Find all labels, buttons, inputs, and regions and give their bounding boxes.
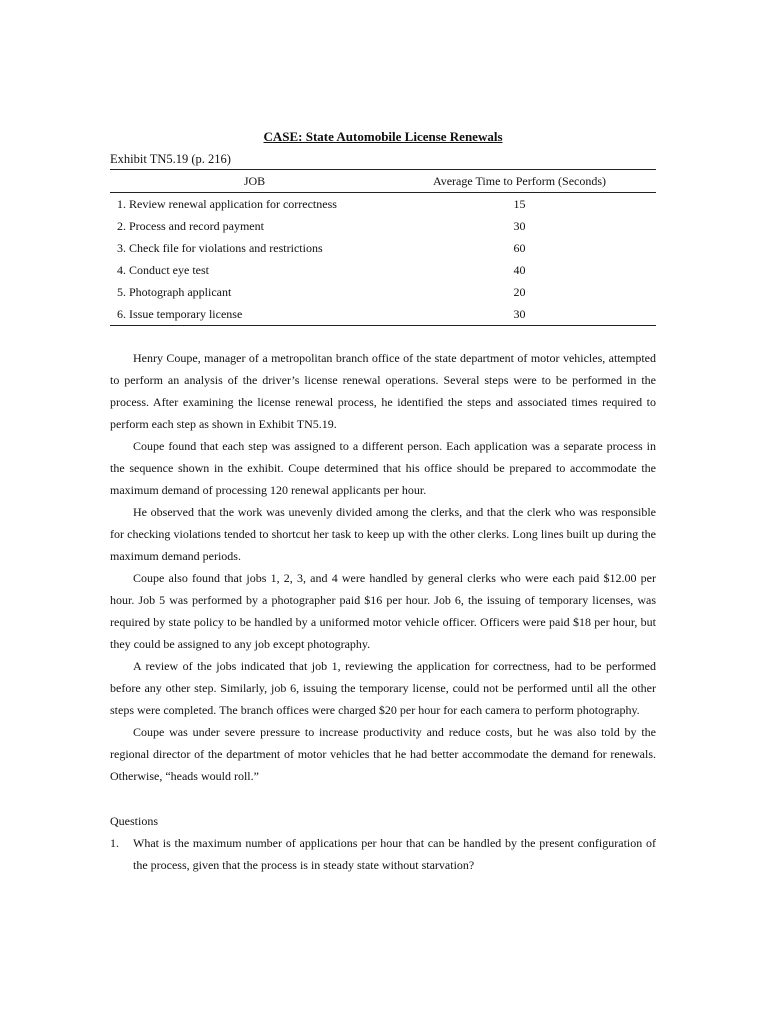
column-header-time: Average Time to Perform (Seconds) bbox=[383, 170, 656, 193]
questions-heading: Questions bbox=[110, 814, 158, 828]
time-cell: 40 bbox=[513, 262, 526, 277]
question-item bbox=[110, 832, 656, 876]
jobs-table bbox=[110, 169, 656, 326]
case-body bbox=[110, 347, 656, 787]
time-cell: 30 bbox=[383, 303, 656, 326]
time-cell: 15 bbox=[513, 196, 526, 211]
job-cell: 5. Photograph applicant bbox=[117, 284, 232, 299]
time-cell: 20 bbox=[513, 284, 526, 299]
paragraph: Coupe was under severe pressure to increase productivity and reduce costs, but he was also told by the regional director of the department of motor vehicles that he had better accommodate the demand for renewals. Otherwise, “heads would roll.” bbox=[110, 725, 656, 783]
question-text: What is the maximum number of applications per hour that can be handled by the present configuration of the process, given that the process is in steady state without starvation? bbox=[133, 836, 656, 872]
job-cell: 3. Check file for violations and restrictions bbox=[117, 240, 323, 255]
table-row bbox=[110, 303, 656, 326]
table-row bbox=[110, 193, 656, 216]
time-cell: 30 bbox=[513, 218, 526, 233]
table-row bbox=[110, 237, 656, 259]
job-cell: 4. Conduct eye test bbox=[117, 262, 209, 277]
paragraph: He observed that the work was unevenly divided among the clerks, and that the clerk who was responsible for checking violations tended to shortcut her task to keep up with the other clerks. Long lines built up during the maximum demand periods. bbox=[110, 505, 656, 563]
paragraph: A review of the jobs indicated that job 1, reviewing the application for correctness, had to be performed before any other step. Similarly, job 6, issuing the temporary license, could not be performed until all the other steps were completed. The branch offices were charged $20 per hour for each camera to perform photography. bbox=[110, 659, 656, 717]
question-number: 1. bbox=[110, 836, 119, 850]
paragraph: Coupe also found that jobs 1, 2, 3, and 4 were handled by general clerks who were each paid $12.00 per hour. Job 5 was performed by a photographer paid $16 per hour. Job 6, the issuing of temporary licenses, was required by state policy to be handled by a uniformed motor vehicle officer. Officers were paid $18 per hour, but they could be assigned to any job except photography. bbox=[110, 571, 656, 651]
job-cell: 2. Process and record payment bbox=[117, 218, 264, 233]
paragraph: Henry Coupe, manager of a metropolitan branch office of the state department of motor vehicles, attempted to perform an analysis of the driver’s license renewal operations. Several steps were to be performed in the process. After examining the license renewal process, he identified the steps and associated times required to perform each step as shown in Exhibit TN5.19. bbox=[110, 351, 656, 431]
job-cell: 6. Issue temporary license bbox=[110, 303, 383, 326]
job-cell: 1. Review renewal application for correctness bbox=[117, 196, 337, 211]
document-page bbox=[110, 128, 656, 876]
table-row bbox=[110, 281, 656, 303]
table-row bbox=[110, 215, 656, 237]
table-header-row bbox=[110, 170, 656, 193]
paragraph: Coupe found that each step was assigned to a different person. Each application was a separate process in the sequence shown in the exhibit. Coupe determined that his office should be prepared to accommodate the maximum demand of processing 120 renewal applicants per hour. bbox=[110, 439, 656, 497]
case-title: CASE: State Automobile License Renewals bbox=[263, 129, 503, 144]
table-row bbox=[110, 259, 656, 281]
time-cell: 60 bbox=[513, 240, 526, 255]
column-header-job: JOB bbox=[110, 170, 383, 193]
exhibit-reference: Exhibit TN5.19 (p. 216) bbox=[110, 152, 231, 166]
